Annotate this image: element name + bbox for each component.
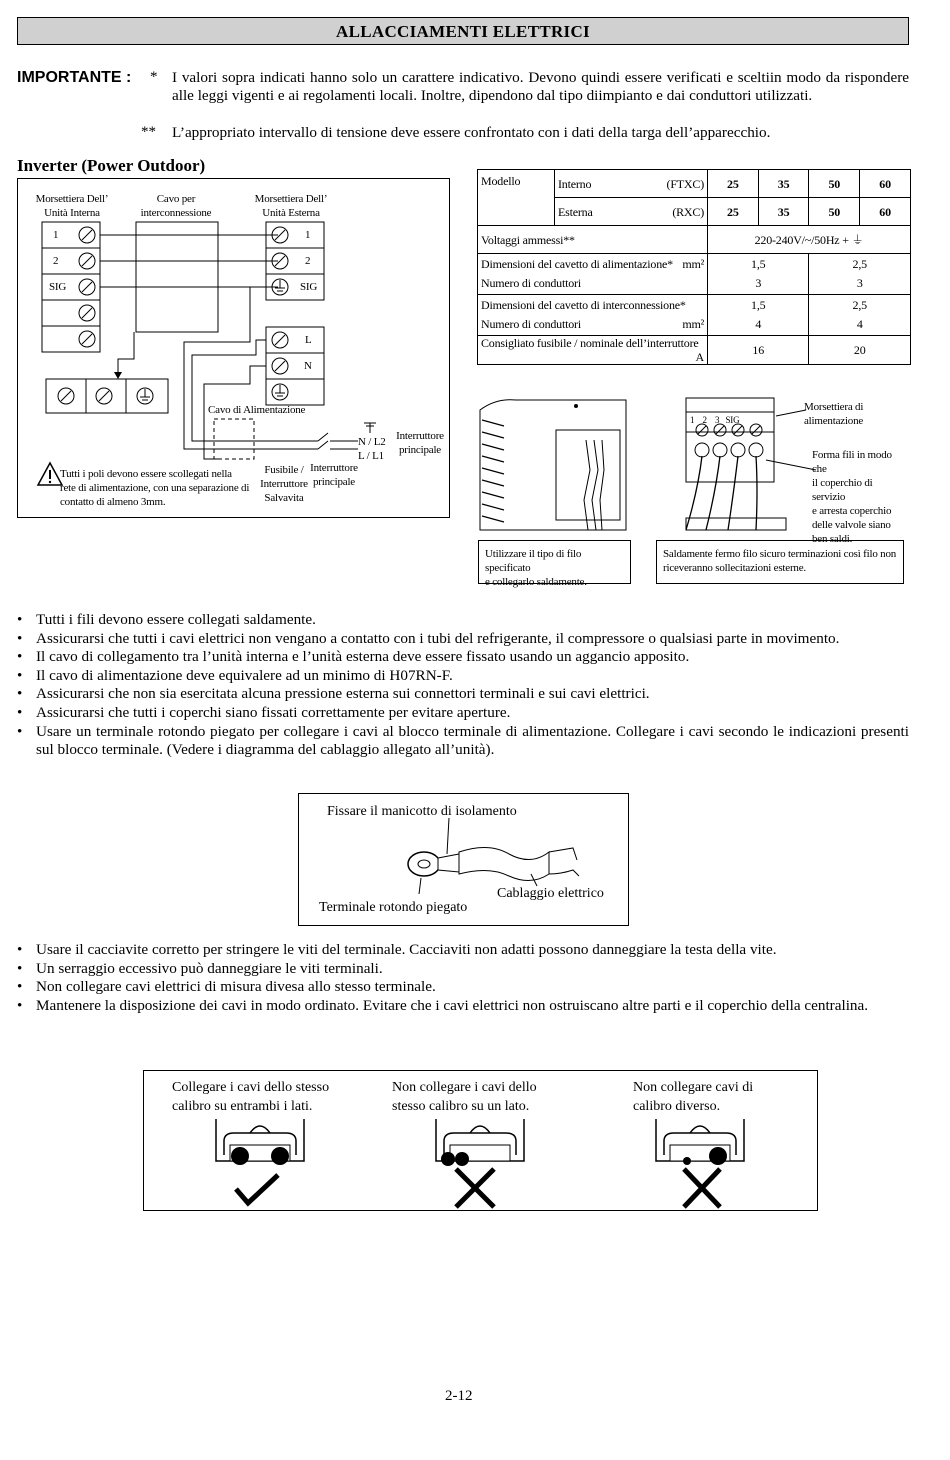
spec-table xyxy=(477,169,911,365)
compare-caption-2: Non collegare i cavi dello stesso calibro su un lato. xyxy=(392,1080,537,1114)
alim-unit: mm² xyxy=(682,257,704,271)
compare-caption-3: Non collegare cavi di calibro diverso. xyxy=(633,1080,754,1114)
page-number: 2-12 xyxy=(445,1388,473,1404)
outdoor-term-labels: 1 2 3 SIG xyxy=(690,415,740,425)
importante-label: IMPORTANTE : xyxy=(17,69,132,86)
fuse-table-label: Consigliato fusibile / nominale dell’interruttore xyxy=(481,336,699,350)
fuse-label: Fusibile / Interruttore Salvavita xyxy=(260,464,308,504)
list-item: • Un serraggio eccessivo può danneggiare le viti terminali. xyxy=(17,960,909,979)
section-title: Inverter (Power Outdoor) xyxy=(17,156,206,175)
footnote-mark-2: ** xyxy=(141,124,156,140)
fissare-label: Fissare il manicotto di isolamento xyxy=(327,804,517,819)
list-item: • Assicurarsi che tutti i cavi elettrici non vengano a contatto con i tubi del refrigerante, il compressore o qualsiasi parte in movimento. xyxy=(17,630,909,649)
alim-val-2: 2,5 xyxy=(852,257,867,271)
outdoor-unit-figure xyxy=(476,390,910,590)
terminal-figure xyxy=(298,793,629,926)
fuse-val-2: 20 xyxy=(809,336,911,365)
model-50: 50 xyxy=(809,170,860,198)
model-25: 25 xyxy=(708,170,759,198)
indoor-term-2: 2 xyxy=(53,255,59,267)
model-60: 60 xyxy=(860,170,911,198)
bullet-list-2 xyxy=(17,941,909,1015)
fuse-val-1: 16 xyxy=(708,336,809,365)
list-item: • Mantenere la disposizione dei cavi in modo ordinato. Evitare che i cavi elettrici non ostruiscano altre parti e il coperchio della centralina. xyxy=(17,997,909,1016)
list-item: • Non collegare cavi elettrici di misura divesa allo stesso terminale. xyxy=(17,978,909,997)
model-60-ext: 60 xyxy=(860,198,911,226)
morsettiera-alim-label: Morsettiera di alimentazione xyxy=(804,401,864,427)
modello-cell: Modello xyxy=(478,170,555,226)
interconnection-cable-label: Cavo per interconnessione xyxy=(140,193,212,219)
main-switch-label: Interruttore principale xyxy=(396,430,444,456)
list-item: • Usare il cacciavite corretto per stringere le viti del terminale. Cacciaviti non adatti possono danneggiare la testa della vite. xyxy=(17,941,909,960)
indoor-terminal-label: Morsettiera Dell’ Unità Interna xyxy=(35,193,109,219)
importante-text-1: I valori sopra indicati hanno solo un carattere indicativo. Devono quindi essere verificati e sceltiin modo da rispondere alle leggi vigenti e ai regolamenti locali. Inoltre, dipendono dal tipo diimpianto e dai conduttori utilizzati. xyxy=(172,69,909,104)
forma-fili-note: Forma fili in modo che il coperchio di servizio e arresta coperchio delle valvole siano ben saldi. xyxy=(812,449,892,545)
power-term-n: N xyxy=(304,360,312,372)
list-item: • Usare un terminale rotondo piegato per collegare i cavi al blocco terminale di alimentazione. Collegare i cavi secondo le indicazioni presenti sul blocco terminale. (Vedere i diagramma del cablaggio allegato all’unità). xyxy=(17,723,909,760)
utilizzare-note: Utilizzare il tipo di filo specificato e collegarlo saldamente. xyxy=(478,540,631,584)
inter-label: Dimensioni del cavetto di interconnessione* xyxy=(481,298,686,312)
outdoor-term-sig: SIG xyxy=(300,281,318,293)
bullet-list-1 xyxy=(17,611,909,760)
cond-label-1: Numero di conduttori xyxy=(481,276,581,290)
cond-val-2: 3 xyxy=(856,276,863,290)
cond-val-1: 3 xyxy=(755,276,762,290)
cond-inter-val-2: 4 xyxy=(856,317,863,331)
inter-val-2: 2,5 xyxy=(852,298,867,312)
list-item: • Tutti i fili devono essere collegati saldamente. xyxy=(17,611,909,630)
list-item: • Il cavo di alimentazione deve equivalere ad un minimo di H07RN-F. xyxy=(17,667,909,686)
importante-text-2: L’appropriato intervallo di tensione deve essere confrontato con i dati della targa dell’apparecchio. xyxy=(172,124,771,141)
list-item: • Assicurarsi che tutti i coperchi siano fissati correttamente per evitare aperture. xyxy=(17,704,909,723)
inter-unit: mm² xyxy=(682,317,704,331)
wire-gauge-comparison xyxy=(143,1070,818,1211)
wiring-diagram xyxy=(17,178,450,518)
power-cable-label: Cavo di Alimentazione xyxy=(208,404,306,416)
footnote-mark-1: * xyxy=(150,69,158,85)
cablaggio-label: Cablaggio elettrico xyxy=(497,886,604,901)
saldamente-note: Saldamente fermo filo sicuro terminazioni così filo non riceveranno sollecitazioni esterne. xyxy=(656,540,904,584)
outdoor-term-2: 2 xyxy=(305,255,311,267)
cond-inter-val-1: 4 xyxy=(755,317,762,331)
power-term-l: L xyxy=(305,334,312,346)
switch-label-2: Interruttore principale xyxy=(310,462,358,488)
indoor-term-sig: SIG xyxy=(49,281,67,293)
esterna-label: Esterna xyxy=(558,204,593,219)
ftxc-label: (FTXC) xyxy=(666,176,704,191)
alim-val-1: 1,5 xyxy=(751,257,766,271)
indoor-term-1: 1 xyxy=(53,229,59,241)
list-item: • Assicurarsi che non sia esercitata alcuna pressione esterna sui connettori terminali e sui cavi elettrici. xyxy=(17,685,909,704)
compare-caption-1: Collegare i cavi dello stesso calibro su entrambi i lati. xyxy=(172,1080,330,1114)
interno-label: Interno xyxy=(558,176,592,191)
page-title: ALLACCIAMENTI ELETTRICI xyxy=(17,17,909,45)
model-35-ext: 35 xyxy=(758,198,809,226)
warning-text: Tutti i poli devono essere scollegati nella rete di alimentazione, con una separazione di contatto di almeno 3mm. xyxy=(60,468,250,508)
rxc-label: (RXC) xyxy=(672,204,704,219)
model-25-ext: 25 xyxy=(708,198,759,226)
nl-labels: N / L2 L / L1 xyxy=(358,436,386,462)
alim-label: Dimensioni del cavetto di alimentazione* xyxy=(481,257,673,271)
terminale-label: Terminale rotondo piegato xyxy=(319,900,468,915)
list-item: • Il cavo di collegamento tra l’unità interna e l’unità esterna deve essere fissato usando un aggancio apposito. xyxy=(17,648,909,667)
voltaggi-value: 220-240V/~/50Hz + ⏚ xyxy=(708,226,911,254)
model-35: 35 xyxy=(758,170,809,198)
outdoor-term-1: 1 xyxy=(305,229,311,241)
cond-label-2: Numero di conduttori xyxy=(481,317,581,331)
fuse-table-unit: A xyxy=(695,350,704,364)
model-50-ext: 50 xyxy=(809,198,860,226)
inter-val-1: 1,5 xyxy=(751,298,766,312)
voltaggi-label: Voltaggi ammessi** xyxy=(478,226,708,254)
outdoor-terminal-label: Morsettiera Dell’ Unità Esterna xyxy=(254,193,328,219)
